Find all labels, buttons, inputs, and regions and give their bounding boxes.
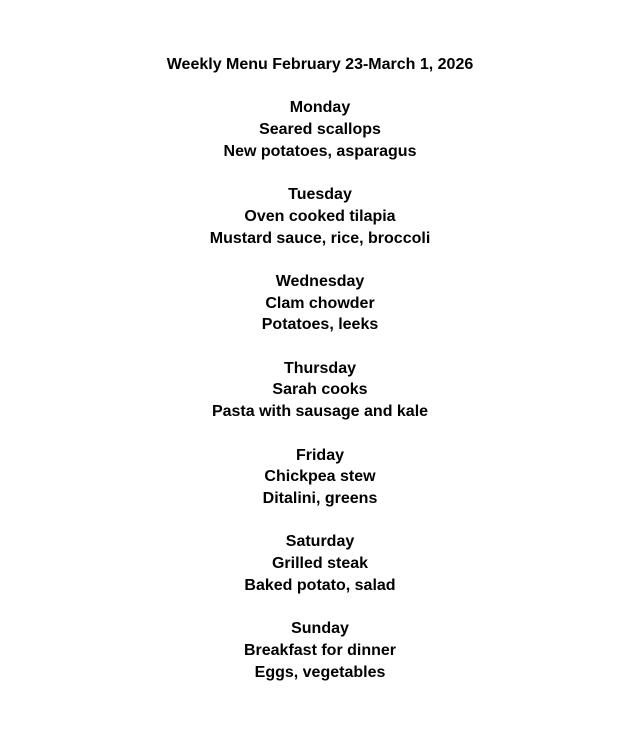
main-dish: Seared scallops	[259, 121, 381, 139]
day-name: Sunday	[291, 620, 349, 638]
main-dish: Chickpea stew	[264, 468, 376, 486]
side-dishes: Mustard sauce, rice, broccoli	[209, 229, 431, 247]
main-dish: Oven cooked tilapia	[244, 207, 396, 225]
day-block-sunday	[0, 618, 640, 683]
day-name: Friday	[295, 446, 344, 464]
day-block-wednesday	[0, 271, 640, 336]
side-dishes: Potatoes, leeks	[261, 316, 379, 334]
day-block-tuesday	[0, 184, 640, 249]
day-block-saturday	[0, 531, 640, 596]
main-dish: Clam chowder	[265, 294, 375, 312]
menu-title: Weekly Menu February 23-March 1, 2026	[166, 56, 474, 73]
main-dish: Grilled steak	[271, 555, 369, 573]
day-block-friday	[0, 445, 640, 510]
day-name: Thursday	[283, 359, 356, 377]
day-name: Tuesday	[288, 186, 352, 204]
main-dish: Breakfast for dinner	[243, 641, 397, 659]
main-dish: Sarah cooks	[272, 381, 368, 399]
day-block-thursday	[0, 358, 640, 423]
side-dishes: Ditalini, greens	[262, 489, 378, 507]
side-dishes: Baked potato, salad	[244, 576, 396, 594]
day-name: Saturday	[285, 533, 355, 551]
day-block-monday	[0, 97, 640, 162]
side-dishes: Eggs, vegetables	[254, 663, 386, 681]
side-dishes: New potatoes, asparagus	[223, 142, 417, 160]
day-name: Wednesday	[275, 272, 365, 290]
side-dishes: Pasta with sausage and kale	[211, 403, 429, 421]
day-name: Monday	[289, 99, 351, 117]
